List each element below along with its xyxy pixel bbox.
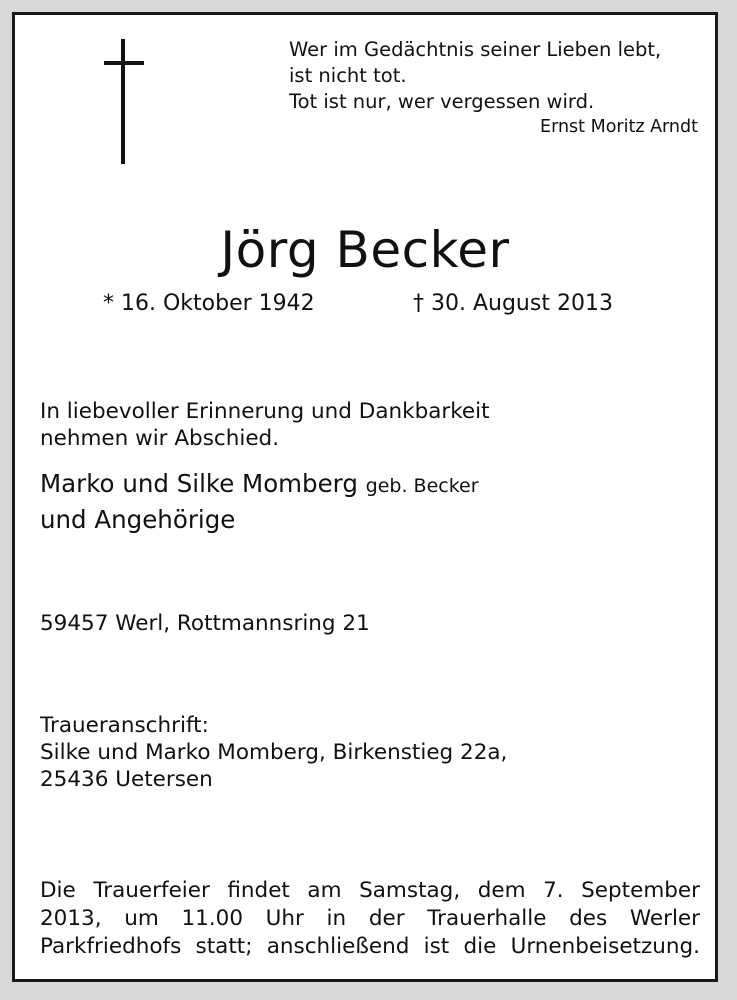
quote-author: Ernst Moritz Arndt — [540, 117, 698, 137]
ceremony-line: Die Trauerfeier findet am Samstag, dem 7. September — [40, 878, 700, 903]
birth-date: * 16. Oktober 1942 — [103, 291, 315, 316]
ceremony-line: Parkfriedhofs statt; anschließend ist die Urnenbeisetzung. — [40, 934, 700, 959]
ceremony-line: 2013, um 11.00 Uhr in der Trauerhalle des Werler — [40, 906, 700, 931]
death-date: † 30. August 2013 — [413, 291, 613, 316]
family-signature — [40, 467, 479, 536]
obituary-card — [12, 12, 718, 982]
quote-line: ist nicht tot. — [289, 64, 407, 87]
ceremony-notice — [40, 877, 700, 961]
mourning-address-line: Silke und Marko Momberg, Birkenstieg 22a, — [40, 740, 508, 765]
cross-icon — [121, 39, 125, 164]
family-others: und Angehörige — [40, 505, 236, 534]
farewell-line: In liebevoller Erinnerung und Dankbarkeit — [40, 399, 490, 424]
mourning-address-line: 25436 Uetersen — [40, 767, 213, 792]
quote-line: Wer im Gedächtnis seiner Lieben lebt, — [289, 38, 662, 61]
cross-icon-bar — [104, 61, 144, 65]
mourning-address — [40, 712, 507, 793]
home-address: 59457 Werl, Rottmannsring 21 — [40, 611, 370, 636]
memorial-quote — [289, 37, 689, 115]
deceased-name: Jörg Becker — [220, 221, 510, 279]
mourning-address-label: Traueranschrift: — [40, 713, 209, 738]
farewell-line: nehmen wir Abschied. — [40, 426, 280, 451]
quote-line: Tot ist nur, wer vergessen wird. — [289, 90, 595, 113]
farewell-text — [40, 398, 490, 452]
maiden-name: geb. Becker — [365, 475, 479, 497]
family-names: Marko und Silke Momberg — [40, 469, 358, 498]
